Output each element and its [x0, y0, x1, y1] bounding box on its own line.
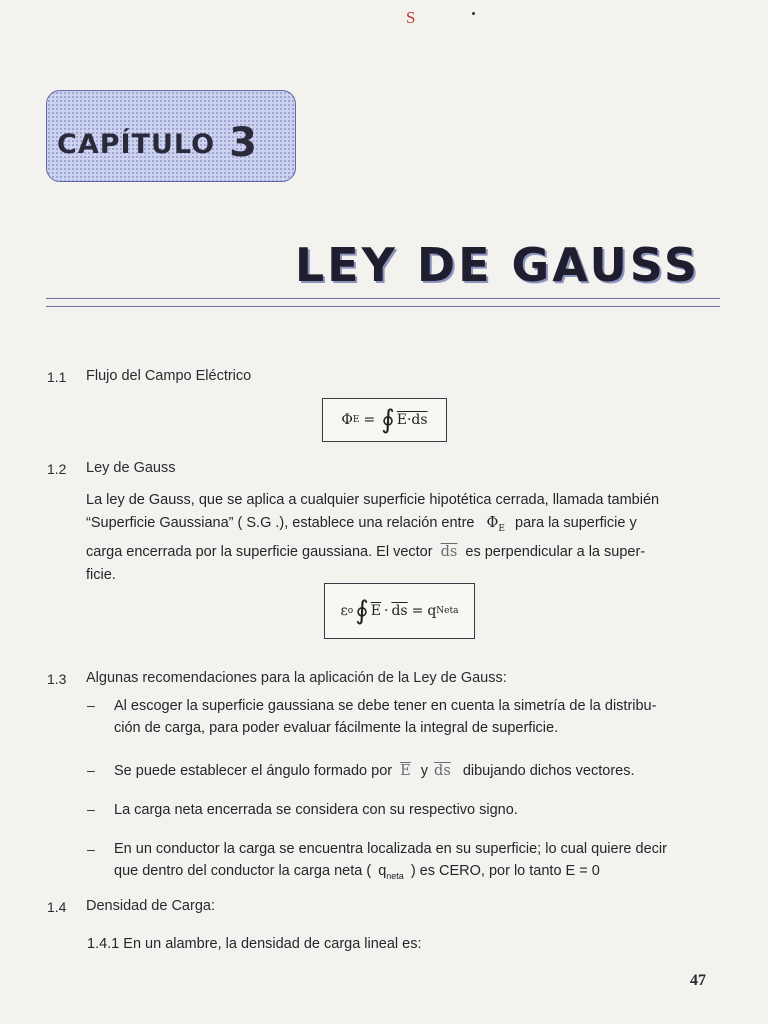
bullet-dash-1: – [87, 697, 95, 713]
formula-flux-sub: E [352, 415, 360, 425]
bullet-dash-2: – [87, 762, 95, 778]
phi-e-symbol: $\Phi_E$ [486, 515, 505, 534]
ds-vector-symbol: $\overline{ds}$ [440, 543, 458, 560]
section-number-1-2: 1.2 [47, 461, 67, 477]
formula-gauss-eps-sub: o [347, 606, 354, 616]
section-title-1-2: Ley de Gauss [86, 460, 176, 476]
formula-flux-phi: Φ [341, 412, 353, 428]
formula-gauss-eq: = [411, 603, 424, 619]
section-number-1-3: 1.3 [47, 671, 67, 687]
q-neta-symbol: $q_{neta}$ [378, 863, 404, 881]
section-title-1-4: Densidad de Carga: [86, 898, 215, 914]
title-rule-bottom [46, 306, 720, 307]
chapter-label [57, 117, 258, 166]
gauss-line-2 [86, 512, 726, 541]
gauss-paragraph [86, 489, 726, 587]
formula-gauss-q-sub: Neta [436, 606, 459, 616]
gauss-line-3b: es perpendicular a la super- [465, 543, 646, 560]
formula-gauss-ds: $\overline{ds}$ [391, 603, 408, 619]
formula-flux [322, 398, 447, 442]
bullet-2-c: dibujando dichos vectores. [462, 763, 635, 779]
bullet-1 [114, 695, 714, 739]
section-number-1-4: 1.4 [47, 899, 67, 915]
chapter-title: LEY DE GAUSS [294, 238, 700, 292]
bullet-dash-4: – [87, 841, 95, 857]
gauss-line-2b: para la superficie y [515, 515, 637, 531]
bullet-4-line-2a: que dentro del conductor la carga neta ( [114, 863, 372, 879]
bullet-4-line-2 [114, 860, 714, 887]
page-number: 47 [690, 972, 706, 989]
gauss-line-3 [86, 541, 726, 564]
bullet-3: La carga neta encerrada se considera con su respectivo signo. [114, 802, 518, 818]
chapter-number: 3 [229, 120, 258, 166]
formula-gauss-q: q [427, 603, 437, 619]
ds-vector-symbol-2: $\overline{ds}$ [434, 763, 451, 779]
chapter-word: CAPÍTULO [57, 129, 216, 160]
e-vector-symbol: $\overline{E}$ [400, 763, 411, 779]
bullet-2-a: Se puede establecer el ángulo formado por [114, 763, 393, 779]
formula-gauss-integral: ∮ [355, 596, 369, 626]
bullet-1-line-1: Al escoger la superficie gaussiana se debe tener en cuenta la simetría de la distribu- [114, 698, 657, 714]
header-mark: S [406, 8, 416, 27]
gauss-line-4: ficie. [86, 566, 116, 583]
title-rule-top [46, 298, 720, 299]
bullet-4-line-1: En un conductor la carga se encuentra localizada en su superficie; lo cual quiere decir [114, 841, 667, 857]
formula-flux-integral: ∮ [381, 405, 395, 435]
bullet-2-b: y [420, 763, 429, 779]
formula-gauss-law [324, 583, 475, 639]
bullet-1-line-2: ción de carga, para poder evaluar fácilmente la integral de superficie. [114, 720, 559, 736]
subsection-1-4-1: 1.4.1 En un alambre, la densidad de carga lineal es: [87, 936, 422, 952]
formula-gauss-dot: · [383, 603, 389, 619]
formula-gauss-eps: ε [340, 603, 348, 619]
section-title-1-1: Flujo del Campo Eléctrico [86, 368, 252, 384]
header-dot [472, 12, 475, 15]
formula-flux-rhs: E·ds [396, 412, 428, 428]
bullet-4 [114, 838, 714, 887]
bullet-4-line-2b: ) es CERO, por lo tanto E = 0 [410, 863, 600, 879]
section-title-1-3: Algunas recomendaciones para la aplicación de la Ley de Gauss: [86, 670, 507, 686]
bullet-dash-3: – [87, 801, 95, 817]
bullet-2 [114, 760, 714, 782]
gauss-line-2a: “Superficie Gaussiana” ( S.G .), establece una relación entre [86, 515, 475, 531]
section-number-1-1: 1.1 [47, 369, 67, 385]
formula-flux-eq: = [363, 412, 376, 428]
gauss-line-3a: carga encerrada por la superficie gaussiana. El vector [86, 543, 433, 560]
formula-gauss-e: $\overline{E}$ [370, 603, 381, 619]
gauss-line-1: La ley de Gauss, que se aplica a cualquier superficie hipotética cerrada, llamada también [86, 492, 660, 508]
